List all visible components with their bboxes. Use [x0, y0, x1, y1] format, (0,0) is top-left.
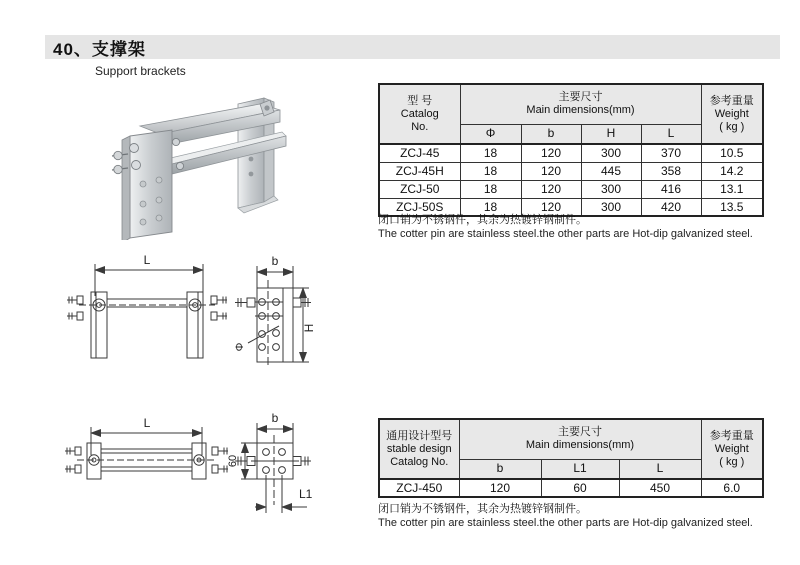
col-header-main-dimensions: [460, 84, 701, 124]
dim-label-L: L: [143, 253, 151, 267]
cell-model: ZCJ-50S: [379, 198, 460, 216]
col-header-main-dimensions: [459, 419, 701, 459]
cell-b: 120: [521, 162, 581, 180]
table-row: [379, 144, 763, 162]
dim-label-L1: L1: [299, 487, 313, 501]
dim-label-H: H: [302, 323, 316, 333]
col-header-catalog-en1: Catalog: [400, 107, 439, 120]
col-header-catalog-zh: 型 号: [407, 94, 433, 107]
col-header-main-en: Main dimensions(mm): [525, 439, 635, 452]
col-header-H: H: [581, 124, 641, 144]
section-subtitle: Support brackets: [95, 64, 186, 78]
cell-weight: 6.0: [701, 479, 763, 497]
cell-b: 120: [521, 180, 581, 198]
cell-model: ZCJ-45H: [379, 162, 460, 180]
material-note-zh: 闭口销为不锈钢件，其余为热镀锌钢制件。: [378, 503, 587, 515]
cell-L: 416: [641, 180, 701, 198]
col-header-main-zh: 主要尺寸: [558, 426, 602, 439]
material-note-en: The cotter pin are stainless steel.the other parts are Hot-dip galvanized steel.: [378, 517, 753, 529]
material-note-1: [378, 213, 778, 241]
cell-weight: 14.2: [701, 162, 763, 180]
cell-b: 120: [521, 144, 581, 162]
col-header-main-en: Main dimensions(mm): [526, 104, 635, 117]
cell-phi: 18: [460, 144, 521, 162]
cell-L1: 60: [541, 479, 619, 497]
col-header-catalog: [379, 419, 459, 479]
col-header-weight-unit: ( kg ): [719, 455, 745, 468]
cell-model: ZCJ-50: [379, 180, 460, 198]
product-photo: [110, 82, 325, 240]
technical-drawing-1: [55, 250, 355, 378]
cell-L: 358: [641, 162, 701, 180]
material-note-zh: 闭口销为不锈钢件，其余为热镀锌钢制件。: [378, 214, 587, 226]
dim-label-L: L: [143, 416, 151, 430]
cell-H: 445: [581, 162, 641, 180]
cell-L: 420: [641, 198, 701, 216]
cell-L: 370: [641, 144, 701, 162]
col-header-weight: [701, 419, 763, 479]
cell-phi: 18: [460, 180, 521, 198]
col-header-catalog-en1: stable design: [386, 442, 452, 455]
cell-H: 300: [581, 144, 641, 162]
material-note-en: The cotter pin are stainless steel.the other parts are Hot-dip galvanized steel.: [378, 228, 753, 240]
col-header-catalog-zh: 通用设计型号: [386, 429, 453, 442]
section-title: 40、支撑架: [53, 39, 146, 59]
cell-H: 300: [581, 198, 641, 216]
cell-b: 120: [459, 479, 541, 497]
col-header-L: L: [641, 124, 701, 144]
col-header-catalog-en2: No.: [411, 120, 429, 133]
col-header-catalog-en2: Catalog No.: [390, 455, 449, 468]
dim-label-60: 60: [227, 454, 239, 468]
cell-H: 300: [581, 180, 641, 198]
col-header-L: L: [619, 459, 701, 479]
table-row: [379, 162, 763, 180]
table-row: [379, 180, 763, 198]
col-header-weight-zh: 参考重量: [709, 429, 754, 442]
dim-label-b: b: [271, 411, 279, 425]
section-title-bar: [45, 35, 780, 59]
cell-weight: 13.5: [701, 198, 763, 216]
cell-b: 120: [521, 198, 581, 216]
spec-table-zcj450: [378, 418, 764, 498]
technical-drawing-2: [55, 405, 355, 527]
table-row: [379, 479, 763, 497]
cell-model: ZCJ-450: [379, 479, 459, 497]
spec-table-zcj: [378, 83, 764, 217]
col-header-main-zh: 主要尺寸: [558, 91, 603, 104]
col-header-b: b: [521, 124, 581, 144]
cell-weight: 13.1: [701, 180, 763, 198]
cell-weight: 10.5: [701, 144, 763, 162]
col-header-weight-en: Weight: [714, 107, 749, 120]
material-note-2: [378, 502, 778, 530]
col-header-phi: Φ: [460, 124, 521, 144]
cell-phi: 18: [460, 198, 521, 216]
cell-model: ZCJ-45: [379, 144, 460, 162]
col-header-catalog: [379, 84, 460, 144]
col-header-weight-en: Weight: [714, 442, 749, 455]
cell-L: 450: [619, 479, 701, 497]
col-header-L1: L1: [541, 459, 619, 479]
col-header-weight: [701, 84, 763, 144]
col-header-b: b: [459, 459, 541, 479]
dim-label-b: b: [271, 254, 279, 268]
col-header-weight-zh: 参考重量: [709, 94, 754, 107]
col-header-weight-unit: ( kg ): [719, 120, 745, 133]
dim-label-phi: Φ: [234, 342, 246, 352]
cell-phi: 18: [460, 162, 521, 180]
